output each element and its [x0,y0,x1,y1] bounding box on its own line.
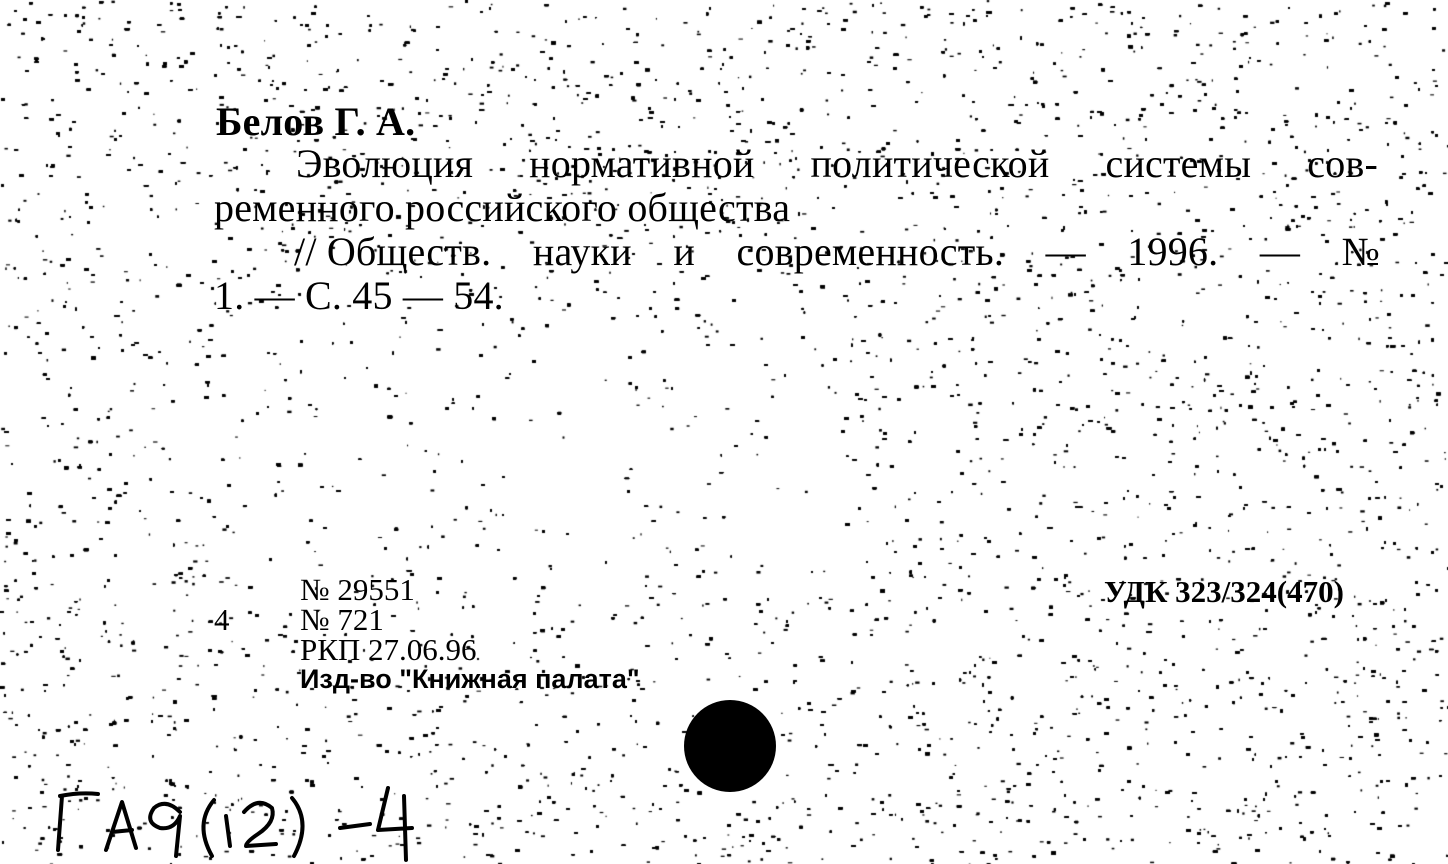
title-line-1 [296,141,1378,186]
title-word: политической [810,141,1050,186]
title-word: Эволюция [296,141,474,186]
source-word: // Обществ. [294,229,492,274]
source-word: современность. [736,229,1005,274]
publisher: Изд-во "Книжная палата" [300,664,640,694]
author-name: Белов Г. А. [216,99,416,144]
source-word: — [1045,229,1086,274]
title-word: сов- [1307,141,1378,186]
source-word: 1996. [1127,229,1219,274]
source-word: и [673,229,695,274]
source-word: науки [532,229,632,274]
record-number: № 29551 [300,572,415,607]
title-word: нормативной [529,141,755,186]
card-count: 4 [214,602,230,637]
title-line-2: ременного российского общества [214,185,791,230]
record-number-2: № 721 [300,602,384,637]
source-word: № [1341,229,1380,274]
udk-code: УДК 323/324(470) [1104,574,1344,609]
title-word: системы [1105,141,1252,186]
punch-hole [684,700,776,792]
source-word: — [1259,229,1301,274]
rkp-date: РКП 27.06.96 [300,632,477,667]
source-line-1 [294,229,1380,274]
handwritten-shelfmark [40,766,420,862]
source-line-2: 1. — С. 45 — 54. [214,273,504,318]
